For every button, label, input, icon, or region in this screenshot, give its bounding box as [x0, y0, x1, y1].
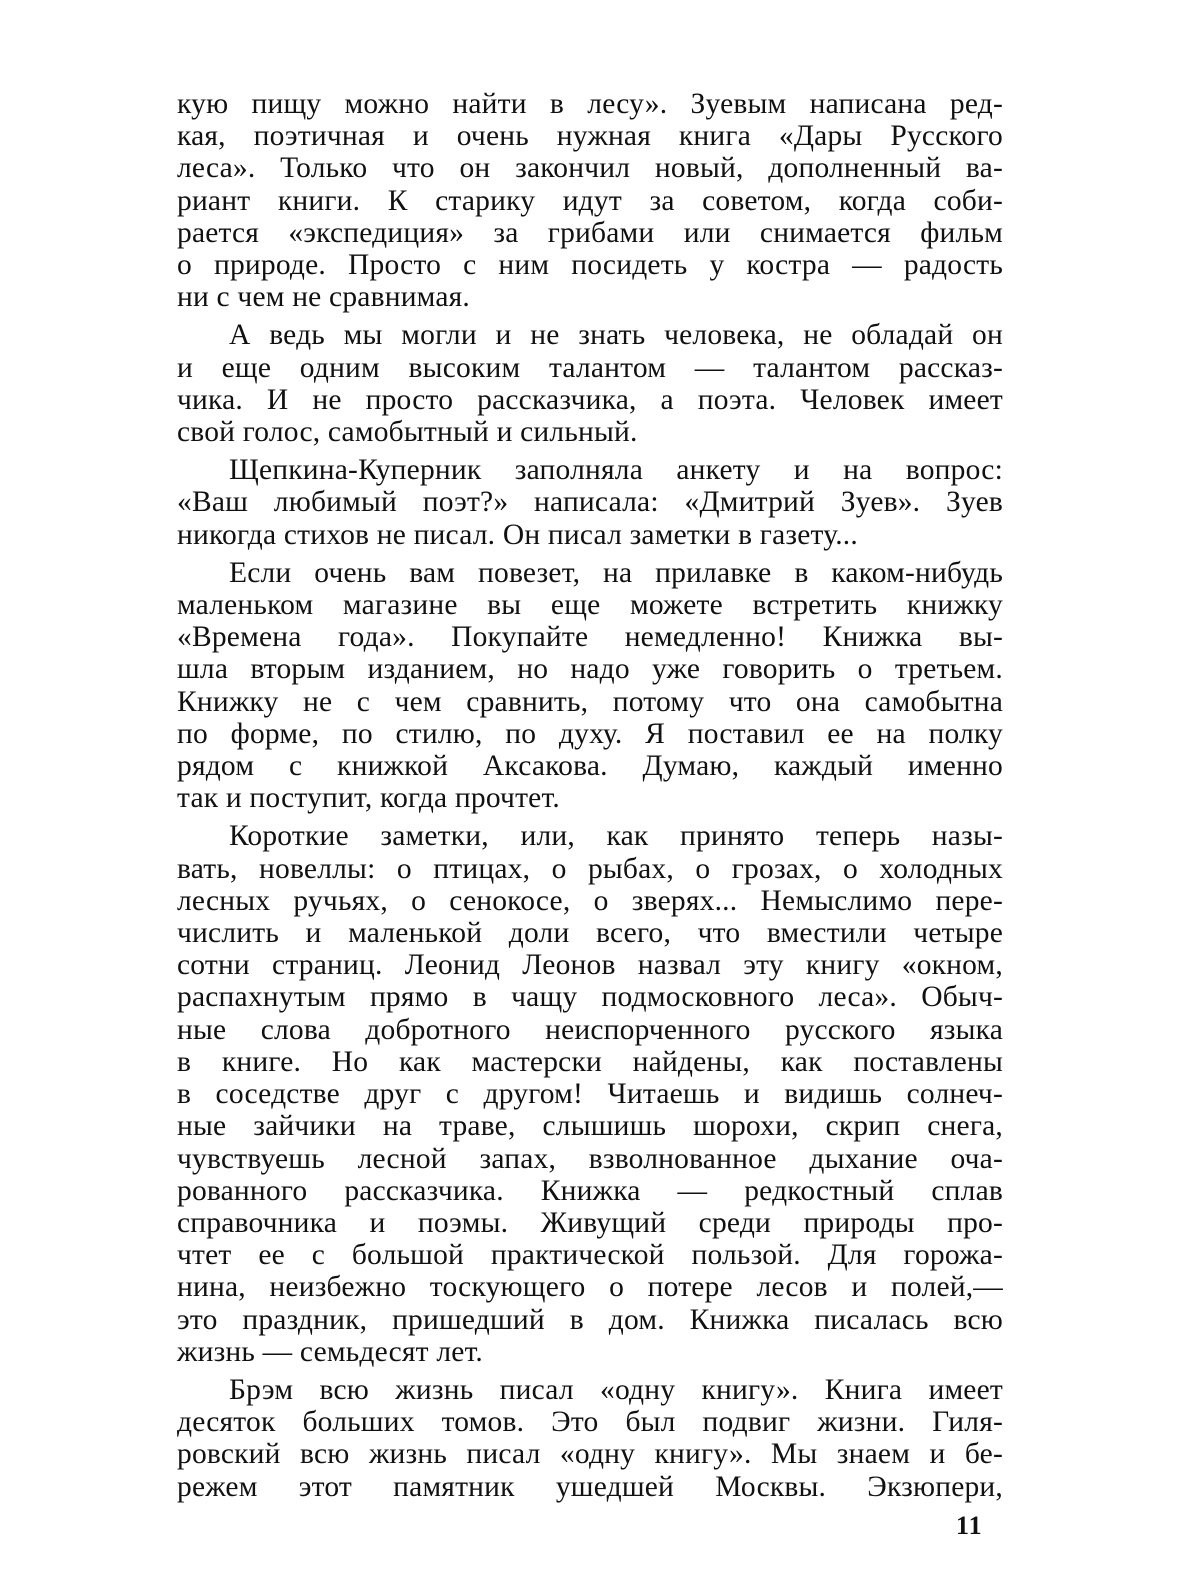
- paragraph: [177, 820, 1003, 1367]
- text-line: о природе. Просто с ним посидеть у костра — радость: [177, 249, 1003, 282]
- text-line: ные зайчики на траве, слышишь шорохи, скрип снега,: [177, 1110, 1003, 1143]
- text-line: так и поступит, когда прочтет.: [177, 782, 560, 815]
- text-line: вать, новеллы: о птицах, о рыбах, о грозах, о холодных: [177, 852, 1003, 885]
- text-line: по форме, по стилю, по духу. Я поставил ее на полку: [177, 717, 1003, 750]
- text-line: сотни страниц. Леонид Леонов назвал эту книгу «окном,: [177, 949, 1003, 982]
- page-number: 11: [956, 1511, 983, 1540]
- text-line: никогда стихов не писал. Он писал заметки в газету...: [177, 518, 858, 551]
- text-line: распахнутым прямо в чащу подмосковного леса». Обыч-: [177, 981, 1003, 1014]
- text-line: ни с чем не сравнимая.: [177, 281, 470, 314]
- text-line: чувствуешь лесной запах, взволнованное дыхание оча-: [177, 1142, 1003, 1175]
- text-line: в книге. Но как мастерски найдены, как поставлены: [177, 1045, 1003, 1078]
- text-line: нина, неизбежно тоскующего о потере лесов и полей,—: [177, 1271, 1003, 1304]
- text-line: режем этот памятник ушедшей Москвы. Экзюпери,: [177, 1470, 1003, 1503]
- text-line: шла вторым изданием, но надо уже говорить о третьем.: [177, 653, 1003, 686]
- text-line: «Ваш любимый поэт?» написала: «Дмитрий Зуев». Зуев: [177, 486, 1003, 519]
- text-line: рованного рассказчика. Книжка — редкостный сплав: [177, 1174, 1003, 1207]
- text-line: Брэм всю жизнь писал «одну книгу». Книга имеет: [229, 1373, 1003, 1406]
- text-line: А ведь мы могли и не знать человека, не обладай он: [229, 319, 1003, 352]
- text-line: жизнь — семьдесят лет.: [177, 1335, 484, 1368]
- text-line: чика. И не просто рассказчика, а поэта. Человек имеет: [177, 383, 1003, 416]
- paragraph: [177, 1374, 1003, 1503]
- text-line: кую пищу можно найти в лесу». Зуевым написана ред-: [177, 88, 1003, 120]
- text-line: риант книги. К старику идут за советом, когда соби-: [177, 184, 1003, 217]
- text-line: кая, поэтичная и очень нужная книга «Дары Русского: [177, 120, 1003, 153]
- text-line: рядом с книжкой Аксакова. Думаю, каждый именно: [177, 750, 1003, 783]
- text-line: Если очень вам повезет, на прилавке в каком-нибудь: [229, 556, 1003, 589]
- text-line: и еще одним высоким талантом — талантом рассказ-: [177, 351, 1003, 384]
- paragraph: [177, 557, 1003, 815]
- paragraph: [177, 319, 1003, 448]
- text-line: чтет ее с большой практической пользой. Для горожа-: [177, 1239, 1003, 1272]
- text-line: справочника и поэмы. Живущий среди природы про-: [177, 1206, 1003, 1239]
- text-line: рается «экспедиция» за грибами или снимается фильм: [177, 216, 1003, 249]
- text-line: числить и маленькой доли всего, что вместили четыре: [177, 917, 1003, 950]
- text-line: «Времена года». Покупайте немедленно! Книжка вы-: [177, 621, 1003, 654]
- text-line: Книжку не с чем сравнить, потому что она самобытна: [177, 685, 1003, 718]
- text-line: ные слова добротного неиспорченного русского языка: [177, 1013, 1003, 1046]
- text-line: лесных ручьях, о сенокосе, о зверях... Немыслимо пере-: [177, 884, 1003, 917]
- text-line: Щепкина-Куперник заполняла анкету и на вопрос:: [229, 454, 1003, 487]
- text-line: свой голос, самобытный и сильный.: [177, 416, 638, 449]
- text-line: леса». Только что он закончил новый, дополненный ва-: [177, 152, 1003, 185]
- text-line: Короткие заметки, или, как принято теперь назы-: [229, 820, 1003, 853]
- text-line: десяток больших томов. Это был подвиг жизни. Гиля-: [177, 1406, 1003, 1439]
- paragraph: [177, 88, 1003, 313]
- paragraph: [177, 454, 1003, 551]
- text-line: в соседстве друг с другом! Читаешь и видишь солнеч-: [177, 1078, 1003, 1111]
- page-text-block: [177, 88, 1003, 1503]
- text-line: маленьком магазине вы еще можете встретить книжку: [177, 589, 1003, 622]
- text-line: ровский всю жизнь писал «одну книгу». Мы знаем и бе-: [177, 1438, 1003, 1471]
- text-line: это праздник, пришедший в дом. Книжка писалась всю: [177, 1303, 1003, 1336]
